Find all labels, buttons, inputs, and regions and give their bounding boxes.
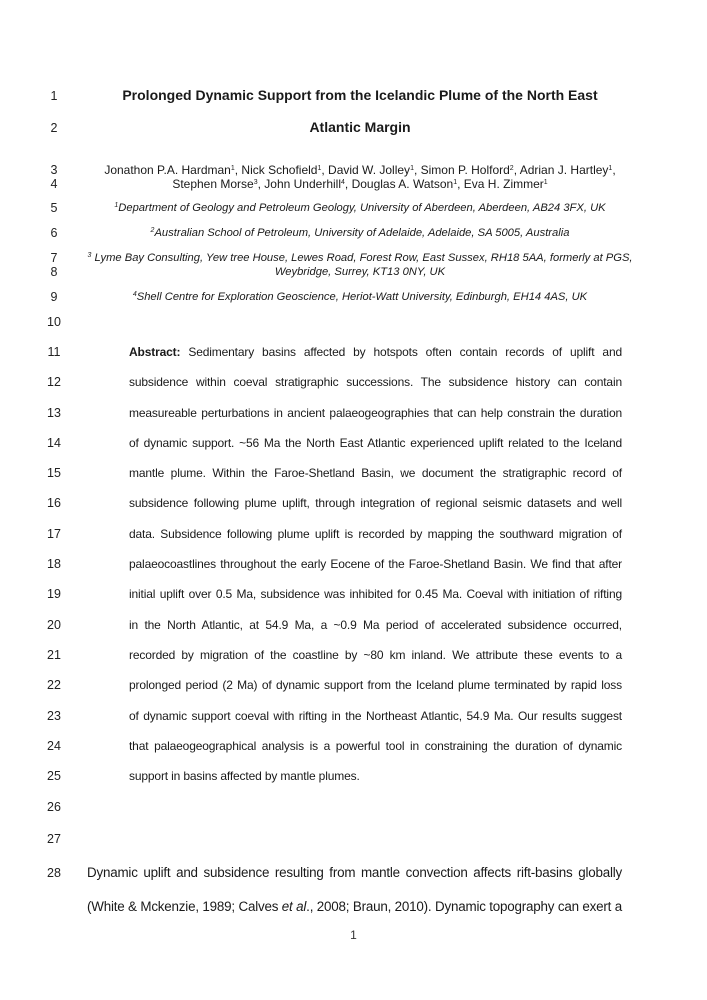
- authors-line-1: Jonathon P.A. Hardman$^1$, Nick Schofield$^1$, David W. Jolley$^1$, Simon P. Holford$^2$, Adrian J. Hartley$^1$,: [104, 163, 616, 177]
- body-text: (White & Mckenzie, 1989; Calves: [87, 899, 282, 914]
- line-number: 20: [47, 618, 61, 632]
- line-number: 11: [47, 345, 61, 359]
- line-number: 8: [50, 265, 58, 279]
- abstract-line: subsidence following plume uplift, through integration of regional seismic datasets and well: [129, 496, 622, 510]
- affiliation-2: [80, 226, 640, 240]
- affiliation-sup: 2: [150, 227, 155, 234]
- line-number: 1: [50, 89, 58, 103]
- affiliation-sup: 3: [87, 252, 92, 259]
- abstract-line: initial uplift over 0.5 Ma, subsidence was inhibited for 0.45 Ma. Coeval with initiation of rifting: [129, 587, 622, 601]
- affiliation-sup: 3: [253, 179, 258, 186]
- body-text-line: Dynamic uplift and subsidence resulting from mantle convection affects rift-basins globally: [87, 865, 622, 880]
- abstract-line: prolonged period (2 Ma) of dynamic support from the Iceland plume terminated by rapid loss: [129, 678, 622, 692]
- line-number: 27: [47, 832, 61, 846]
- affiliation-sup: 1: [410, 165, 414, 172]
- line-number: 18: [47, 557, 61, 571]
- affiliation-3-line-1: [80, 251, 640, 265]
- affiliation-sup: 1: [453, 179, 458, 186]
- line-number: 5: [50, 201, 58, 215]
- line-number: 19: [47, 587, 61, 601]
- line-number: 23: [47, 709, 61, 723]
- author-name: Douglas A. Watson: [351, 177, 454, 191]
- affiliation-text: Australian School of Petroleum, University of Adelaide, Adelaide, SA 5005, Australia: [154, 227, 570, 239]
- affiliation-sup: 4: [132, 291, 137, 298]
- line-number: 16: [47, 496, 61, 510]
- abstract-line: data. Subsidence following plume uplift is recorded by mapping the southward migration of: [129, 527, 622, 541]
- abstract-line: subsidence within coeval stratigraphic successions. The subsidence history can contain: [129, 375, 622, 389]
- affiliation-sup: 2: [509, 165, 514, 172]
- line-number: 7: [50, 251, 58, 265]
- line-number: 22: [47, 678, 61, 692]
- abstract-line: in the North Atlantic, at 54.9 Ma, a ~0.9 Ma period of accelerated subsidence occurred,: [129, 618, 622, 632]
- line-number: 4: [50, 177, 58, 191]
- affiliation-text: Department of Geology and Petroleum Geology, University of Aberdeen, Aberdeen, AB24 3FX, UK: [118, 202, 606, 214]
- line-number: 6: [50, 226, 58, 240]
- abstract-line: measureable perturbations in ancient palaeogeographies that can help constrain the duration: [129, 406, 622, 420]
- affiliation-sup: 4: [341, 179, 345, 186]
- body-text-italic: et al: [281, 899, 307, 914]
- affiliation-3-line-2: Weybridge, Surrey, KT13 0NY, UK: [274, 266, 446, 278]
- line-number: 14: [47, 436, 61, 450]
- line-number: 26: [47, 800, 61, 814]
- abstract-label: Abstract:: [129, 345, 181, 359]
- affiliation-1: [80, 201, 640, 215]
- line-number: 15: [47, 466, 61, 480]
- paper-title-line-2: Atlantic Margin: [309, 119, 411, 135]
- abstract-line: of dynamic support coeval with rifting in the Northeast Atlantic, 54.9 Ma. Our results suggest: [129, 709, 622, 723]
- body-text: ., 2008; Braun, 2010). Dynamic topography can exert a: [306, 899, 623, 914]
- author-name: Stephen Morse: [172, 177, 254, 191]
- line-number: 2: [50, 121, 58, 135]
- author-name: Nick Schofield: [241, 163, 318, 177]
- line-number: 25: [47, 769, 61, 783]
- line-number: 24: [47, 739, 61, 753]
- line-number: 28: [47, 866, 61, 880]
- line-number: 3: [50, 163, 58, 177]
- abstract-line: support in basins affected by mantle plumes.: [129, 769, 360, 783]
- affiliation-4: [80, 290, 640, 304]
- paper-title-line-1: Prolonged Dynamic Support from the Icelandic Plume of the North East: [122, 87, 598, 103]
- abstract-line: that palaeogeographical analysis is a powerful tool in constraining the duration of dynamic: [129, 739, 622, 753]
- author-name: Eva H. Zimmer: [463, 177, 544, 191]
- affiliation-sup: 1: [317, 165, 322, 172]
- author-name: Jonathon P.A. Hardman: [104, 163, 231, 177]
- line-number: 21: [47, 648, 61, 662]
- authors-line-2: Stephen Morse$^3$, John Underhill$^4$, Douglas A. Watson$^1$, Eva H. Zimmer$^1$: [172, 177, 548, 191]
- page-number: 1: [350, 928, 357, 942]
- line-number: 12: [47, 375, 61, 389]
- affiliation-sup: 1: [608, 165, 613, 172]
- affiliation-text: Shell Centre for Exploration Geoscience, Heriot-Watt University, Edinburgh, EH14 4AS, UK: [136, 291, 588, 303]
- abstract-line: palaeocoastlines throughout the early Eocene of the Faroe-Shetland Basin. We find that after: [129, 557, 622, 571]
- abstract-line: of dynamic support. ~56 Ma the North East Atlantic experienced uplift related to the Iceland: [129, 436, 622, 450]
- author-name: David W. Jolley: [328, 163, 411, 177]
- line-number: 17: [47, 527, 61, 541]
- author-name: John Underhill: [264, 177, 341, 191]
- author-name: Adrian J. Hartley: [519, 163, 609, 177]
- affiliation-sup: 1: [114, 202, 119, 209]
- line-number: 9: [50, 290, 58, 304]
- abstract-line: [129, 345, 622, 359]
- line-number: 10: [47, 315, 61, 329]
- abstract-line: mantle plume. Within the Faroe-Shetland Basin, we document the stratigraphic record of: [129, 466, 622, 480]
- author-name: Simon P. Holford: [420, 163, 510, 177]
- abstract-text: Sedimentary basins affected by hotspots often contain records of uplift and: [180, 345, 622, 359]
- line-number: 13: [47, 406, 61, 420]
- affiliation-sup: 1: [543, 179, 548, 186]
- body-text-line: [87, 899, 622, 915]
- affiliation-sup: 1: [230, 165, 235, 172]
- affiliation-text: Lyme Bay Consulting, Yew tree House, Lewes Road, Forest Row, East Sussex, RH18 5AA, formerly at PGS,: [91, 252, 633, 264]
- abstract-line: recorded by migration of the coastline by ~80 km inland. We attribute these events to a: [129, 648, 622, 662]
